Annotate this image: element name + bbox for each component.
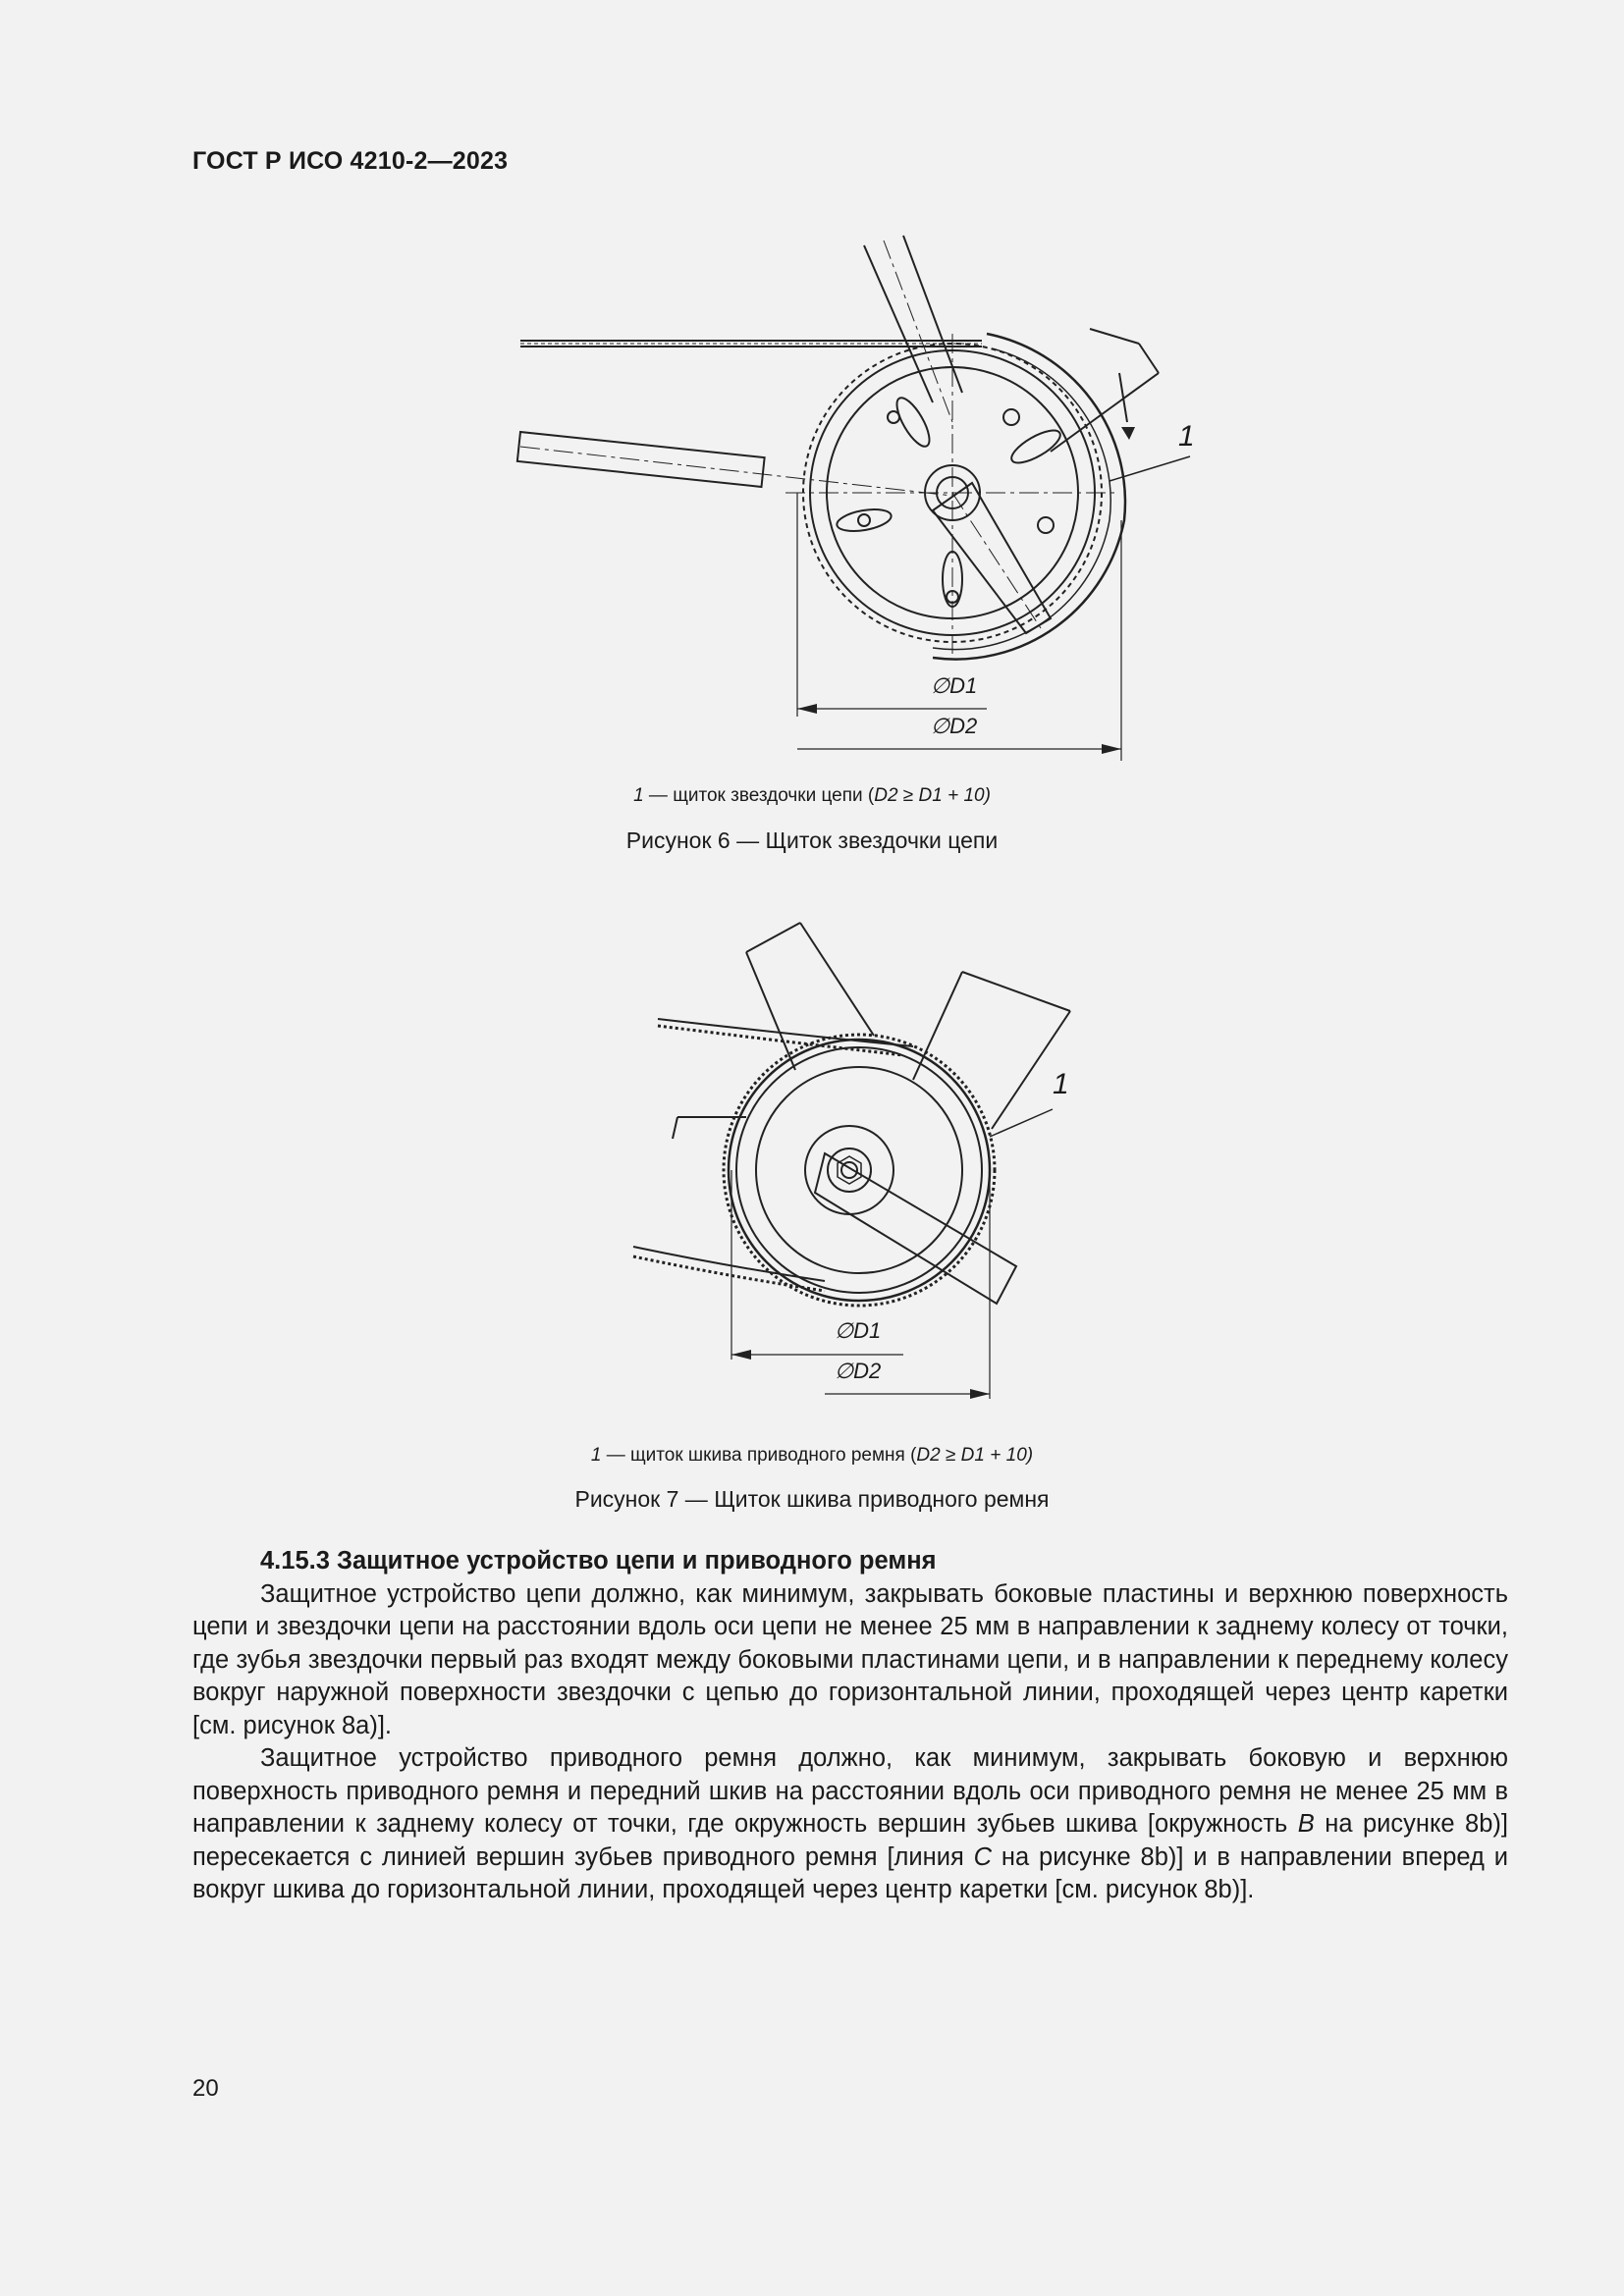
paragraph-belt-guard — [192, 1742, 1508, 1907]
figure-6-legend-formula: D2 ≥ D1 + 10) — [874, 785, 991, 806]
figure-7-legend — [0, 1445, 1624, 1467]
para2-part-a: Защитное устройство приводного ремня должно, как минимум, закрывать боковую и верхнюю поверхность приводного ремня и передний шкив на расстоянии вдоль оси приводного ремня не менее 25 мм в направлении к заднему колесу от точки, где окружность вершин зубьев шкива [окружность — [192, 1744, 1508, 1838]
para2-italic-b: B — [1297, 1810, 1315, 1838]
figure-7-caption: Рисунок 7 — Щиток шкива приводного ремня — [574, 1486, 1050, 1512]
page-number: 20 — [192, 2075, 219, 2102]
document-header: ГОСТ Р ИСО 4210-2—2023 — [192, 147, 509, 175]
figure-7-legend-text: — щиток шкива приводного ремня ( — [601, 1445, 917, 1466]
section-4-15-3 — [192, 1545, 1508, 1907]
figure-6-chainwheel-guard — [491, 226, 1237, 775]
figure-7-callout: 1 — [1053, 1068, 1069, 1100]
section-title: 4.15.3 Защитное устройство цепи и приводного ремня — [260, 1547, 937, 1575]
figure-7-legend-num: 1 — [590, 1445, 602, 1466]
figure-7-legend-formula: D2 ≥ D1 + 10) — [916, 1445, 1034, 1466]
figure-6-dim-d2: ∅D2 — [931, 714, 978, 738]
para2-part-c: на рисунке 8b)] пересекается с линией вершин зубьев приводного ремня [линия — [192, 1810, 1508, 1871]
figure-6-legend — [0, 785, 1624, 807]
figure-6-caption: Рисунок 6 — Щиток звездочки цепи — [625, 828, 999, 853]
figure-7-dim-d1: ∅D1 — [835, 1318, 882, 1343]
figure-6-legend-num: 1 — [633, 785, 644, 806]
figure-6-callout: 1 — [1178, 420, 1195, 453]
figure-7-belt-pulley-guard — [628, 913, 1100, 1404]
figure-6-legend-text: — щиток звездочки цепи ( — [643, 785, 875, 806]
para2-part-e: на рисунке 8b)] и в направлении вперед и вокруг шкива до горизонтальной линии, проходящей через центр каретки [см. рисунок 8b)]. — [192, 1842, 1508, 1903]
figure-6-dim-d1: ∅D1 — [931, 673, 978, 698]
para2-italic-c: C — [973, 1842, 993, 1871]
paragraph-chain-guard: Защитное устройство цепи должно, как минимум, закрывать боковые пластины и верхнюю поверхность цепи и звездочки цепи на расстоянии вдоль оси цепи не менее 25 мм в направлении к заднему колесу от точки, где зубья звездочки первый раз входят между боковыми пластинами цепи, и в направлении к переднему колесу вокруг наружной поверхности звездочки с цепью до горизонтальной линии, проходящей через центр каретки [см. рисунок 8a)]. — [192, 1579, 1508, 1739]
figure-7-dim-d2: ∅D2 — [835, 1359, 882, 1383]
